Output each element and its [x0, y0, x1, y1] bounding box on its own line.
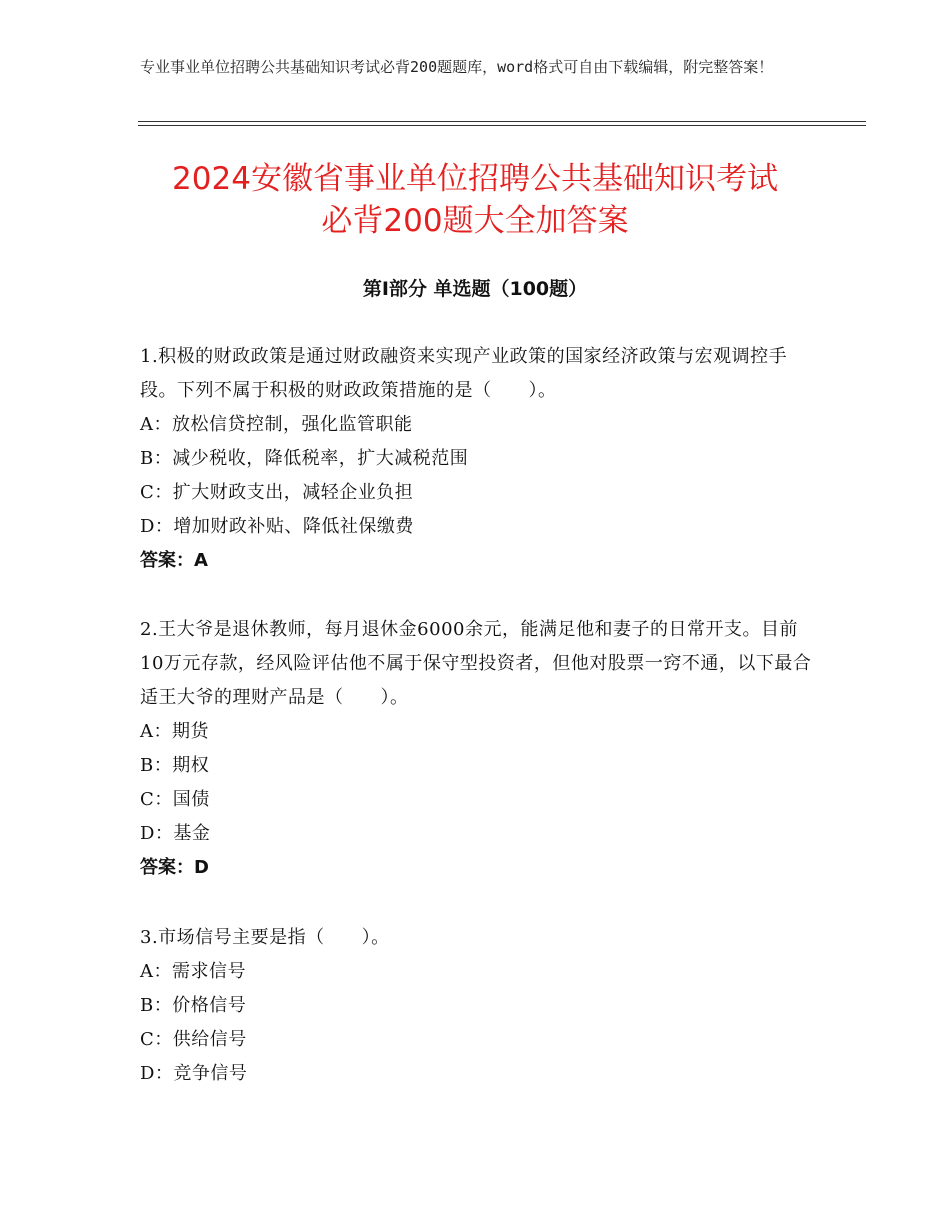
option-d: D：基金: [140, 823, 211, 844]
question-2: [140, 613, 820, 885]
question-stem: 2.王大爷是退休教师，每月退休金6000余元，能满足他和妻子的日常开支。目前10万元存款，经风险评估他不属于保守型投资者，但他对股票一窍不通，以下最合适王大爷的理财产品是（ ）。: [140, 619, 812, 708]
option-d: D：增加财政补贴、降低社保缴费: [140, 516, 414, 537]
document-title: [120, 158, 830, 242]
document-title-line-2: 必背200题大全加答案: [321, 203, 629, 239]
question-stem: 1.积极的财政政策是通过财政融资来实现产业政策的国家经济政策与宏观调控手段。下列不属于积极的财政政策措施的是（ ）。: [140, 346, 788, 401]
question-3: [140, 921, 820, 1091]
option-b: B：减少税收，降低税率，扩大减税范围: [140, 448, 469, 469]
option-c: C：扩大财政支出，减轻企业负担: [140, 482, 414, 503]
option-a: A：放松信贷控制，强化监管职能: [140, 414, 413, 435]
answer-label: 答案：A: [140, 550, 208, 571]
section-heading: 第Ⅰ部分 单选题（100题）: [362, 278, 588, 300]
option-d: D：竞争信号: [140, 1063, 248, 1084]
option-a: A：需求信号: [140, 961, 246, 982]
option-b: B：期权: [140, 755, 210, 776]
header-divider-secondary: [138, 125, 866, 126]
option-a: A：期货: [140, 721, 209, 742]
option-c: C：国债: [140, 789, 210, 810]
question-1: [140, 340, 820, 578]
document-title-line-1: 2024安徽省事业单位招聘公共基础知识考试: [172, 161, 778, 197]
question-stem: 3.市场信号主要是指（ ）。: [140, 927, 390, 948]
option-b: B：价格信号: [140, 995, 247, 1016]
header-note: 专业事业单位招聘公共基础知识考试必背200题题库，word格式可自由下载编辑，附完整答案！: [140, 58, 774, 76]
header-divider: [138, 121, 866, 122]
answer-label: 答案：D: [140, 857, 209, 878]
option-c: C：供给信号: [140, 1029, 247, 1050]
